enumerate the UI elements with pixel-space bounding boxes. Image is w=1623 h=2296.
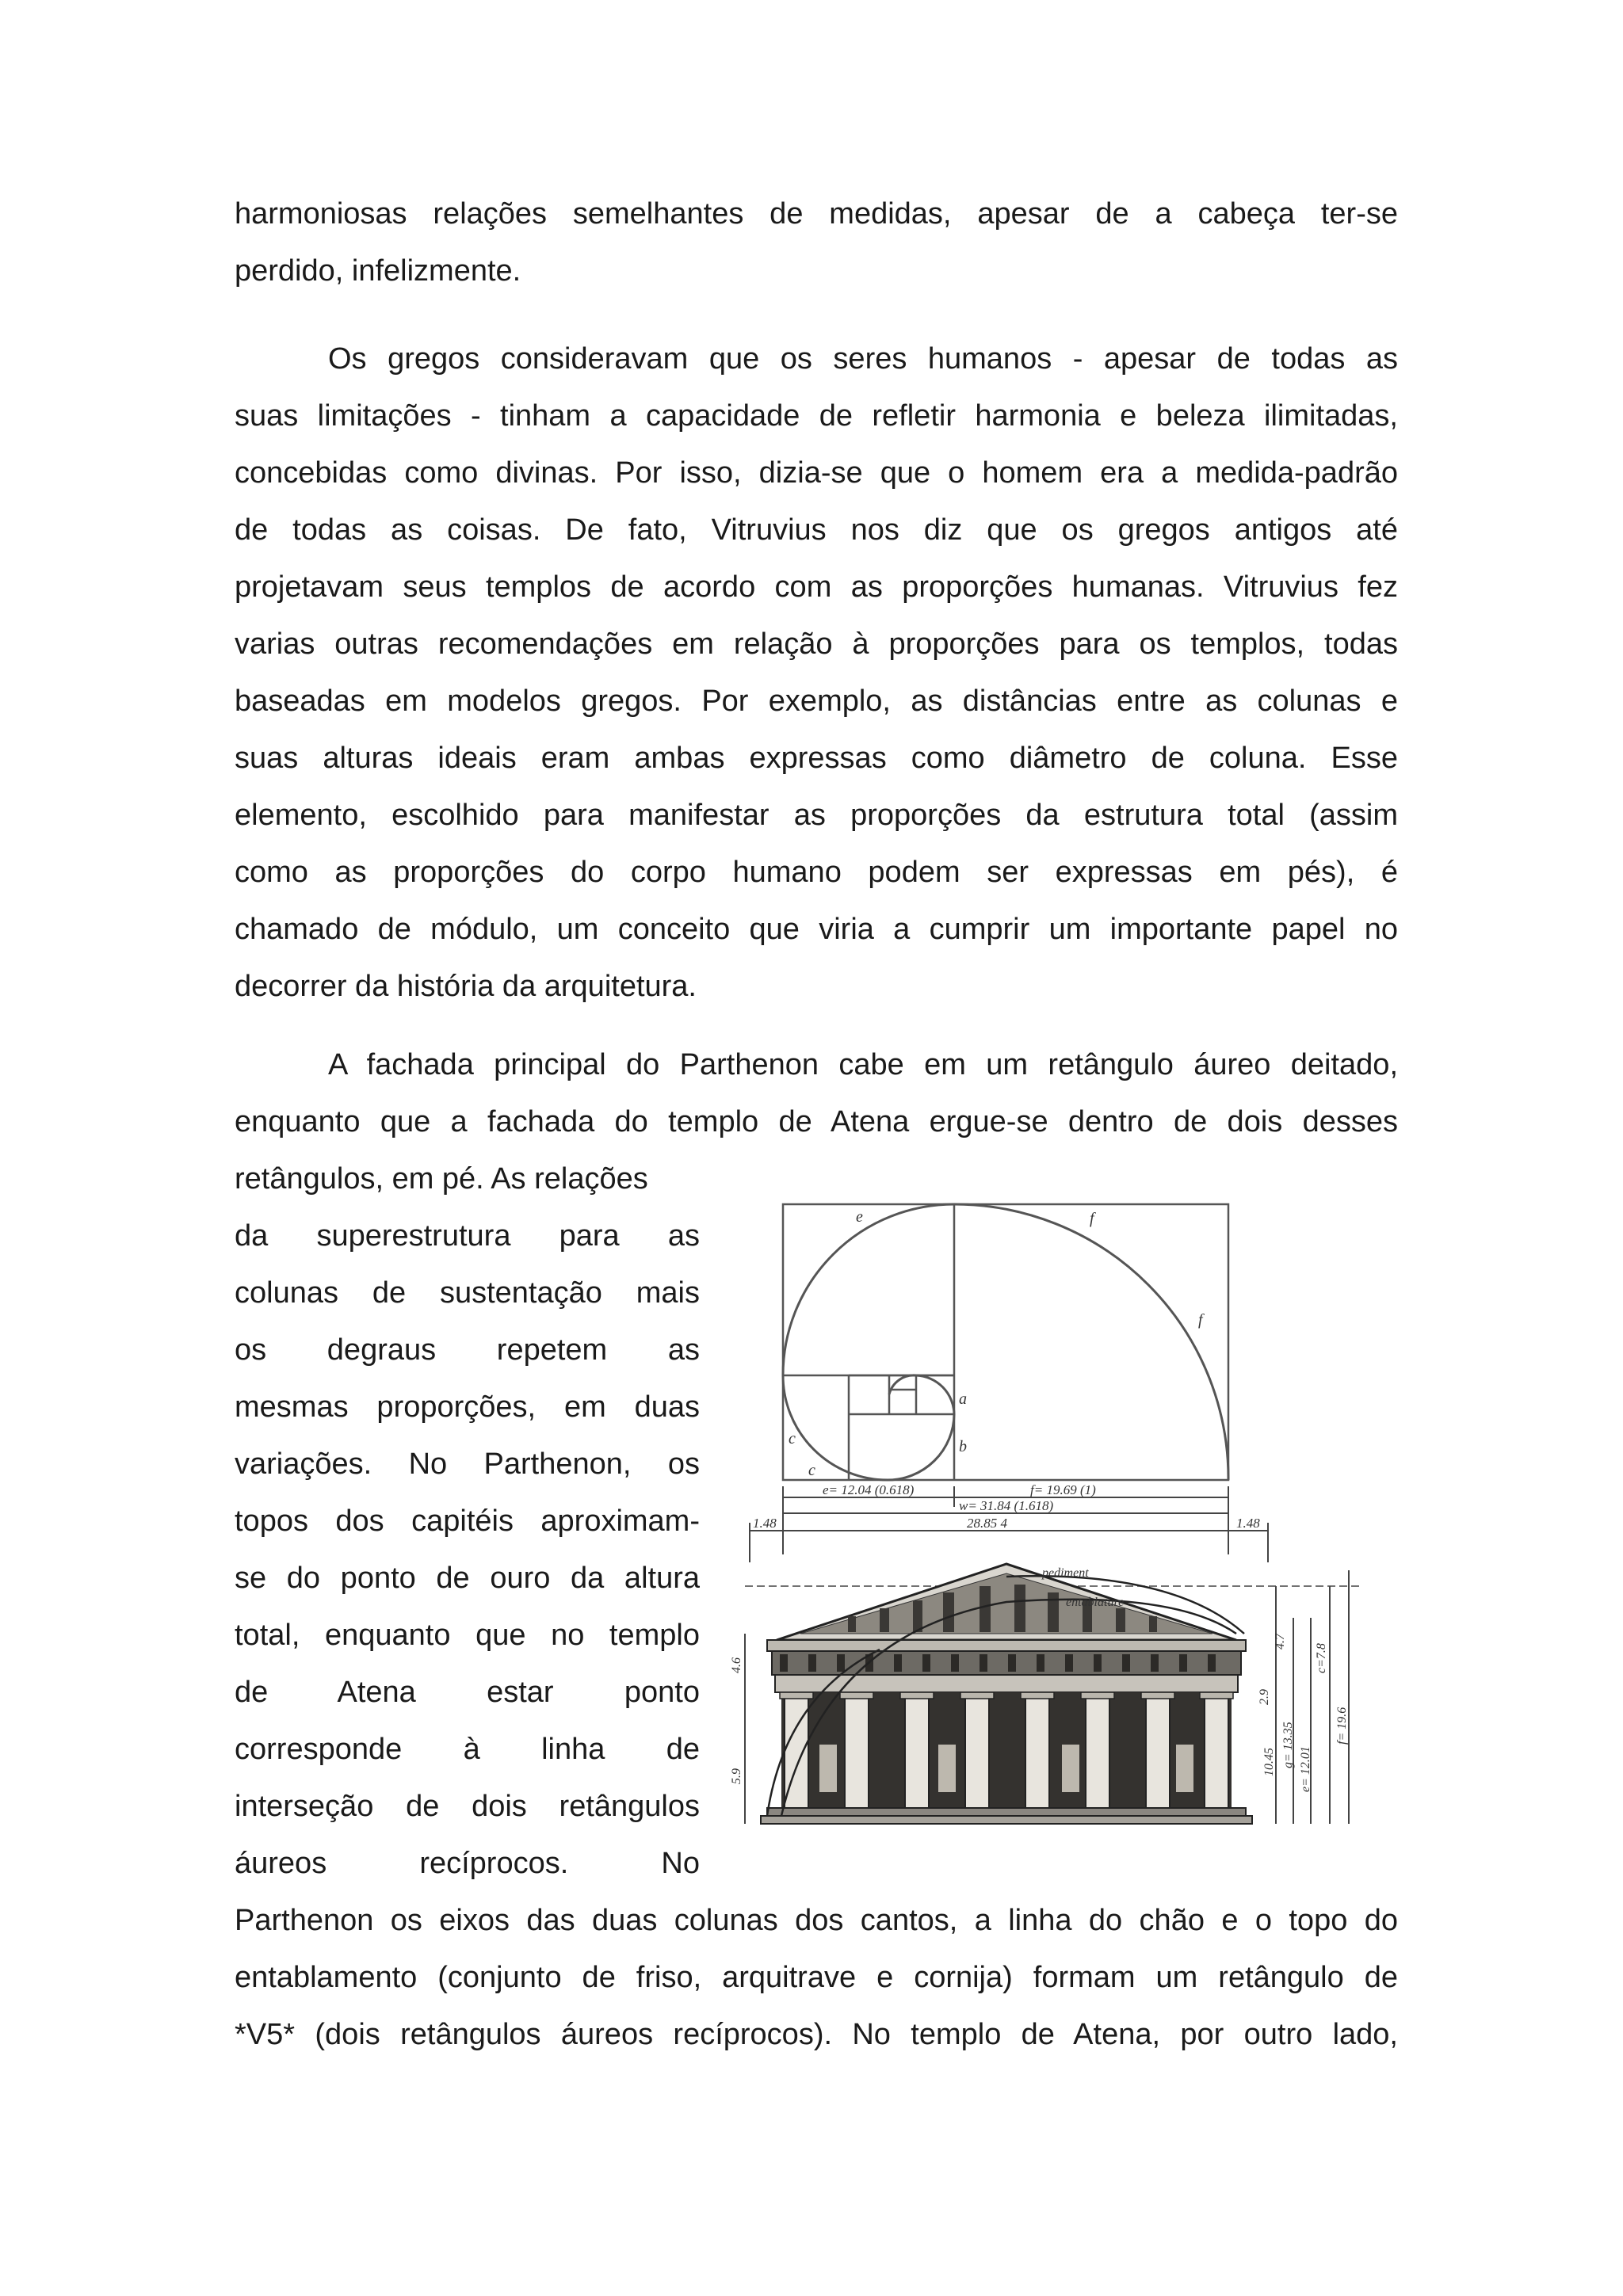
dim-mid: 28.85 4 (967, 1516, 1007, 1531)
label-b: b (959, 1438, 967, 1455)
text-line: se do ponto de ouro da altura (235, 1562, 700, 1595)
text-line: enquanto que a fachada do templo de Atena ergue-se dentro de dois desses (235, 1105, 1398, 1138)
text-line: chamado de módulo, um conceito que viria a cumprir um importante papel no (235, 913, 1398, 946)
text-line: como as proporções do corpo humano podem ser expressas em pés), é (235, 856, 1398, 889)
text-line: suas limitações - tinham a capacidade de refletir harmonia e beleza ilimitadas, (235, 399, 1398, 433)
label-a: a (959, 1390, 967, 1408)
dim-v5: 10.45 (1262, 1748, 1276, 1776)
dim-v9: 5.9 (730, 1768, 743, 1784)
text-line: projetavam seus templos de acordo com as proporções humanas. Vitruvius fez (235, 570, 1398, 604)
text-line: varias outras recomendações em relação à proporções para os templos, todas (235, 627, 1398, 661)
text-line: corresponde à linha de (235, 1733, 700, 1766)
label-f2: f (1198, 1311, 1203, 1329)
text-line: baseadas em modelos gregos. Por exemplo, as distâncias entre as colunas e (235, 685, 1398, 718)
dim-f: f= 19.69 (1) (1030, 1482, 1096, 1497)
dim-w: w= 31.84 (1.618) (959, 1498, 1054, 1513)
text-line: perdido, infelizmente. (235, 254, 521, 288)
label-e: e (856, 1208, 863, 1226)
text-line: de todas as coisas. De fato, Vitruvius nos diz que os gregos antigos até (235, 513, 1398, 547)
dim-v4: c=7.8 (1315, 1643, 1328, 1673)
text-line: harmoniosas relações semelhantes de medidas, apesar de a cabeça ter-se (235, 197, 1398, 231)
text-line: A fachada principal do Parthenon cabe em um retângulo áureo deitado, (328, 1048, 1398, 1081)
dim-v3: 4.7 (1274, 1634, 1287, 1650)
dim-v8: f= 19.6 (1335, 1707, 1349, 1745)
text-line: *V5* (dois retângulos áureos recíprocos). No templo de Atena, por outro lado, (235, 2018, 1398, 2051)
golden-rectangle (783, 1204, 1228, 1480)
text-line: de Atena estar ponto (235, 1676, 700, 1709)
dim-v1: 4.6 (730, 1657, 743, 1673)
text-line: topos dos capitéis aproximam- (235, 1505, 700, 1538)
golden-spiral (783, 1204, 1228, 1480)
text-line: mesmas proporções, em duas (235, 1390, 700, 1424)
text-line: total, enquanto que no templo (235, 1619, 700, 1652)
text-line: entablamento (conjunto de friso, arquitrave e cornija) formam um retângulo de (235, 1961, 1398, 1994)
label-f: f (1090, 1210, 1094, 1227)
parthenon-facade (730, 1564, 1363, 1824)
text-line: variações. No Parthenon, os (235, 1447, 700, 1481)
label-pediment: pediment (1042, 1566, 1089, 1580)
dim-right: 1.48 (1236, 1516, 1260, 1531)
label-c2: c (808, 1462, 815, 1479)
text-line: áureos recíprocos. No (235, 1847, 700, 1880)
text-line: elemento, escolhido para manifestar as proporções da estrutura total (assim (235, 799, 1398, 832)
text-line: Os gregos consideravam que os seres humanos - apesar de todas as (328, 342, 1398, 376)
text-line: Parthenon os eixos das duas colunas dos cantos, a linha do chão e o topo do (235, 1904, 1398, 1937)
dim-v6: g= 13.35 (1281, 1722, 1295, 1768)
text-line: interseção de dois retângulos (235, 1790, 700, 1823)
dim-left: 1.48 (753, 1516, 777, 1531)
text-line: retângulos, em pé. As relações (235, 1162, 648, 1196)
text-line: concebidas como divinas. Por isso, dizia-se que o homem era a medida-padrão (235, 456, 1398, 490)
dim-v7: e= 12.01 (1299, 1746, 1312, 1792)
label-entablature: entablature (1066, 1596, 1125, 1609)
text-line: decorrer da história da arquitetura. (235, 970, 697, 1003)
parthenon-diagram (729, 1190, 1396, 1857)
dim-e: e= 12.04 (0.618) (823, 1482, 915, 1497)
text-line: suas alturas ideais eram ambas expressas como diâmetro de coluna. Esse (235, 742, 1398, 775)
text-line: colunas de sustentação mais (235, 1276, 700, 1310)
text-line: da superestrutura para as (235, 1219, 700, 1253)
parthenon-golden-ratio-figure (729, 1190, 1396, 1857)
label-c: c (789, 1430, 796, 1447)
dim-v2: 2.9 (1258, 1689, 1271, 1705)
text-line: os degraus repetem as (235, 1333, 700, 1367)
